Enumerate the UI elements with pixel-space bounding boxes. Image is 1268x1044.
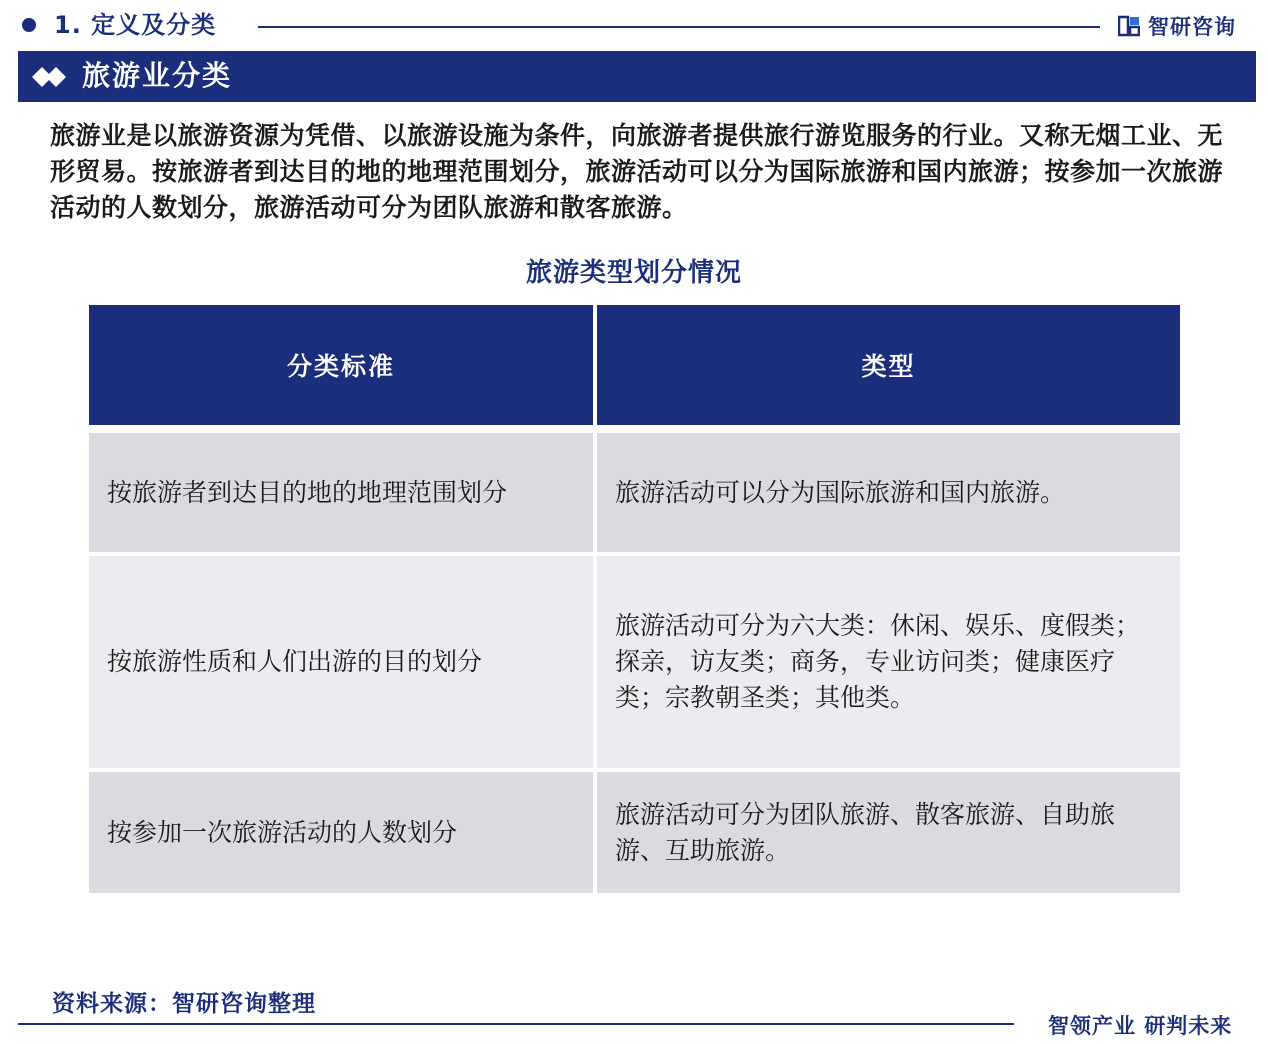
type-cell: 旅游活动可分为六大类：休闲、娱乐、度假类；探亲，访友类；商务，专业访问类；健康医疗类；宗教朝圣类；其他类。	[597, 556, 1180, 768]
top-header	[0, 0, 1268, 50]
diamond-icon	[32, 65, 72, 89]
footer-divider	[18, 1023, 1014, 1025]
table-row	[89, 433, 1180, 552]
brand-logo-text: 智研咨询	[1148, 15, 1236, 39]
header-cell-type: 类型	[597, 305, 1180, 425]
type-cell: 旅游活动可分为团队旅游、散客旅游、自助旅游、互助旅游。	[597, 772, 1180, 893]
criteria-cell: 按旅游者到达目的地的地理范围划分	[89, 433, 593, 552]
source-note: 资料来源：智研咨询整理	[52, 991, 316, 1017]
intro-paragraph: 旅游业是以旅游资源为凭借、以旅游设施为条件，向旅游者提供旅行游览服务的行业。又称无烟工业、无形贸易。按旅游者到达目的地的地理范围划分，旅游活动可以分为国际旅游和国内旅游；按参加一次旅游活动的人数划分，旅游活动可分为团队旅游和散客旅游。	[50, 121, 1224, 222]
type-cell: 旅游活动可以分为国际旅游和国内旅游。	[597, 433, 1180, 552]
header-divider	[258, 26, 1100, 28]
banner-title: 旅游业分类	[82, 59, 233, 92]
table-header-row	[89, 305, 1180, 425]
title-banner	[18, 51, 1256, 102]
brand-logo-icon	[1118, 15, 1140, 37]
bullet-dot-icon	[22, 18, 36, 32]
criteria-cell: 按参加一次旅游活动的人数划分	[89, 772, 593, 893]
header-cell-criteria: 分类标准	[89, 305, 593, 425]
brand-slogan: 智领产业 研判未来	[1048, 1014, 1233, 1038]
section-title: 1. 定义及分类	[54, 11, 217, 39]
table-row	[89, 772, 1180, 893]
brand-logo	[1118, 12, 1236, 40]
criteria-cell: 按旅游性质和人们出游的目的划分	[89, 556, 593, 768]
table-row	[89, 556, 1180, 768]
table-title: 旅游类型划分情况	[525, 258, 742, 288]
